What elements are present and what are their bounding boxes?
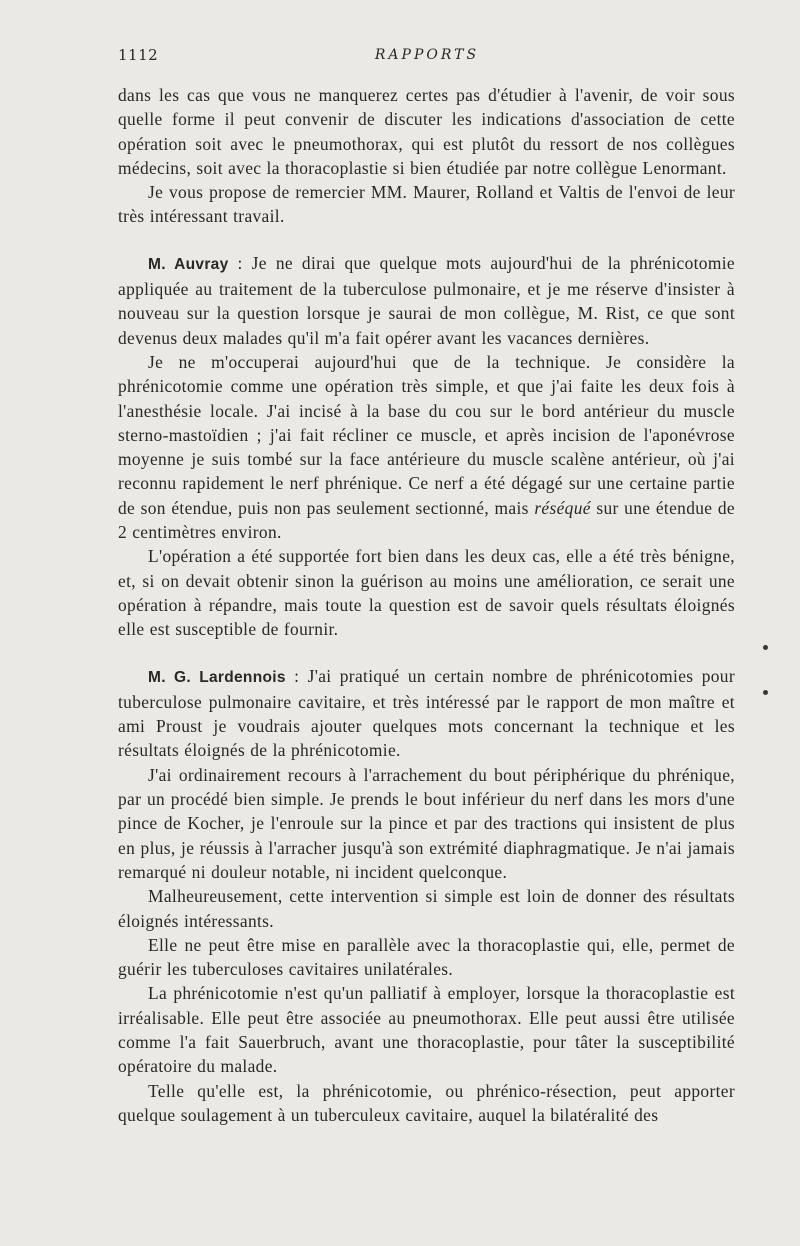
body-text bbox=[118, 83, 735, 1127]
paragraph-text: Je ne m'occuperai aujourd'hui que de la technique. Je considère la phrénicotomie comme une opération très simple, et que j'ai faite les deux fois à l'anesthésie locale. J'ai incisé à la base du cou sur le bord antérieur du muscle sterno-mastoïdien ; j'ai fait récliner ce muscle, et après incision de l'aponévrose moyenne je suis tombé sur la face antérieure du muscle scalène antérieur, où j'ai reconnu rapidement le nerf phrénique. Ce nerf a été dégagé sur une certaine partie de son étendue, puis non pas seulement sectionné, mais bbox=[118, 351, 735, 518]
paragraph bbox=[118, 544, 735, 641]
paragraph-text: sur une étendue de 2 centimètres environ. bbox=[118, 497, 735, 543]
paragraph-text: Je vous propose de remercier MM. Maurer, Rolland et Valtis de l'envoi de leur très intéressant travail. bbox=[118, 182, 735, 227]
paragraph bbox=[118, 350, 735, 544]
paragraph bbox=[118, 83, 735, 180]
paragraph bbox=[118, 884, 735, 933]
paragraph-text: : Je ne dirai que quelque mots aujourd'hui de la phrénicotomie appliquée au traitement de la tuberculose pulmonaire, et je me réserve d'insister à nouveau sur la question lorsque je saurai de mon collègue, M. Rist, ce que sont devenus deux malades qu'il m'a fait opérer avant les vacances dernières. bbox=[118, 252, 735, 348]
paragraph bbox=[118, 981, 735, 1078]
margin-speck bbox=[763, 645, 768, 650]
speaker-paragraph bbox=[118, 251, 735, 350]
header-title: RAPPORTS bbox=[374, 47, 480, 63]
speaker-name: M. G. Lardennois bbox=[148, 668, 286, 686]
margin-speck bbox=[763, 690, 768, 695]
paragraph-text: Elle ne peut être mise en parallèle avec la thoracoplastie qui, elle, permet de guérir les tuberculoses cavitaires unilatérales. bbox=[118, 934, 735, 980]
page-number: 1112 bbox=[118, 46, 159, 64]
speaker-paragraph bbox=[118, 664, 735, 763]
emphasis-text: réséqué bbox=[534, 497, 591, 518]
paragraph bbox=[118, 1079, 735, 1128]
paragraph-text: dans les cas que vous ne manquerez certes pas d'étudier à l'avenir, de voir sous quelle forme il peut convenir de discuter les indications d'association de cette opération soit avec le pneumothorax, qui est plutôt du ressort de nos collègues médecins, soit avec la thoracoplastie si bien étudiée par notre collègue Lenormant. bbox=[118, 85, 735, 178]
running-header bbox=[118, 46, 736, 68]
paragraph-text: La phrénicotomie n'est qu'un palliatif à employer, lorsque la thoracoplastie est irréalisable. Elle peut être associée au pneumothorax. Elle peut aussi être utilisée comme l'a fait Sauerbruch, avant une thoracoplastie, pour tâter la susceptibilité opératoire du malade. bbox=[118, 983, 735, 1077]
paragraph bbox=[118, 180, 735, 229]
paragraph-text: Telle qu'elle est, la phrénicotomie, ou phrénico-résection, peut apporter quelque soulagement à un tuberculeux cavitaire, auquel la bilatéralité des bbox=[118, 1080, 735, 1125]
paragraph bbox=[118, 763, 735, 884]
paragraph-text: Malheureusement, cette intervention si simple est loin de donner des résultats éloignés intéressants. bbox=[118, 886, 735, 931]
speaker-name: M. Auvray bbox=[148, 255, 229, 273]
paragraph-text: J'ai ordinairement recours à l'arrachement du bout périphérique du phrénique, par un procédé bien simple. Je prends le bout inférieur du nerf dans les mors d'une pince de Kocher, je l'enroule sur la pince et par des tractions qui insistent de plus en plus, je réussis à l'arracher jusqu'à son extrémité diaphragmatique. Je n'ai jamais remarqué ni douleur notable, ni incident quelconque. bbox=[118, 764, 735, 882]
paragraph-text: : J'ai pratiqué un certain nombre de phrénicotomies pour tuberculose pulmonaire cavitaire, et très intéressé par le rapport de mon maître et ami Proust je voudrais ajouter quelques mots concernant la technique et les résultats éloignés de la phrénicotomie. bbox=[118, 665, 735, 761]
paragraph bbox=[118, 933, 735, 982]
paragraph-text: L'opération a été supportée fort bien dans les deux cas, elle a été très bénigne, et, si on devait obtenir sinon la guérison au moins une amélioration, ce serait une opération à répandre, mais toute la question est de savoir quels résultats éloignés elle est susceptible de fournir. bbox=[118, 546, 735, 640]
